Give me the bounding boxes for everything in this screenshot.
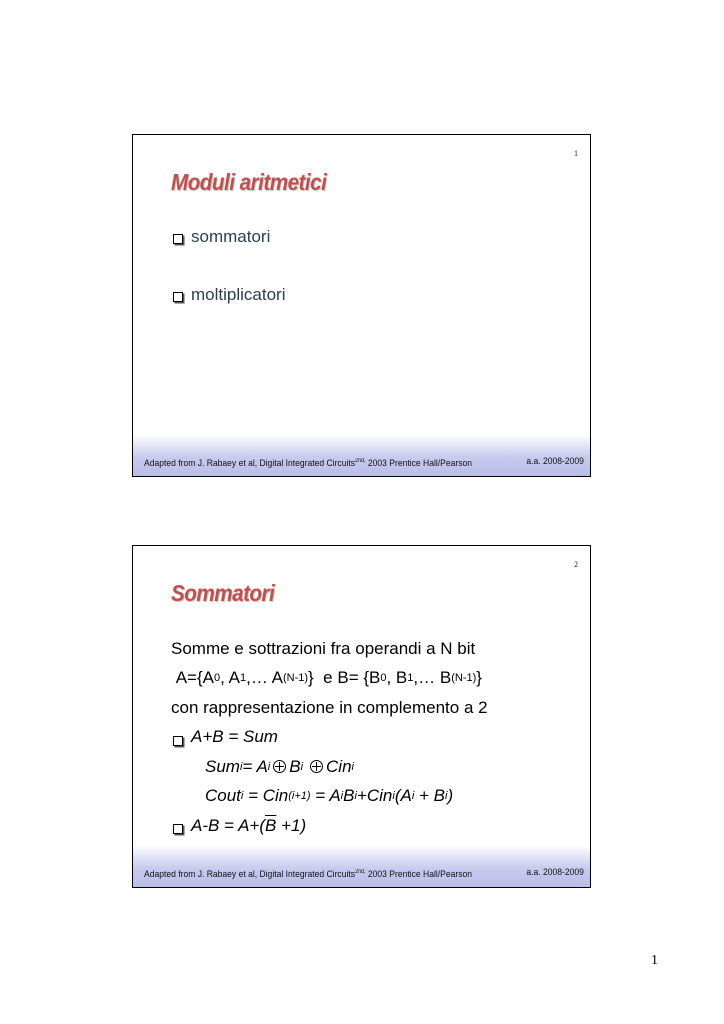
body-line-bullet: A+B = Sum	[171, 723, 488, 753]
body-line: Somme e sottrazioni fra operandi a N bit	[171, 638, 476, 658]
body-line-sets: A={A 0 , A 1 ,… A (N-1) } e B= {B 0 , B 1 ,… B (N-1) }	[171, 668, 482, 688]
formula-sum: Sum i = A i B i Cin i	[205, 756, 354, 776]
square-bullet-icon	[173, 234, 183, 244]
slide-1	[132, 134, 591, 477]
footer-credit-text: Adapted from J. Rabaey et al, Digital Integrated Circuits	[144, 458, 356, 469]
footer-credit-publisher: 2003 Prentice Hall/Pearson	[365, 458, 472, 469]
slide-footer	[133, 434, 590, 476]
square-bullet-icon	[173, 292, 183, 302]
xor-icon	[310, 760, 323, 773]
slide-footer	[133, 845, 590, 887]
body-line-bullet: $A-B = A+(\overline{B} +1)$	[171, 811, 488, 841]
slide-title: Moduli aritmetici	[171, 169, 327, 195]
footer-credit-text: Adapted from J. Rabaey et al, Digital Integrated Circuits	[144, 869, 356, 880]
page-number: 1	[651, 953, 658, 968]
footer-credit-edition: 2nd,	[355, 457, 366, 464]
square-bullet-icon	[173, 824, 183, 834]
list-item	[171, 285, 285, 343]
slide-title: Sommatori	[171, 580, 275, 606]
footer-credit-publisher: 2003 Prentice Hall/Pearson	[365, 869, 472, 880]
bullet-text: sommatori	[191, 227, 271, 246]
footer-year: a.a. 2008-2009	[526, 456, 584, 467]
slide-number: 1	[574, 149, 578, 158]
formula-cout: Cout i = Cin (i+1) = A i B i +Cin i (A i + B i )	[205, 786, 454, 806]
slide-number: 2	[574, 560, 578, 569]
footer-credit-edition: 2nd,	[355, 868, 366, 875]
slide-2	[132, 545, 591, 888]
body-line: con rappresentazione in complemento a 2	[171, 697, 488, 717]
footer-year: a.a. 2008-2009	[526, 867, 584, 878]
bullet-list	[171, 227, 285, 343]
slide-body	[171, 634, 488, 841]
list-item	[171, 227, 285, 285]
bullet-text: moltiplicatori	[191, 285, 286, 304]
footer-credit	[144, 458, 472, 469]
square-bullet-icon	[173, 736, 183, 746]
footer-credit	[144, 869, 472, 880]
xor-icon	[273, 760, 286, 773]
